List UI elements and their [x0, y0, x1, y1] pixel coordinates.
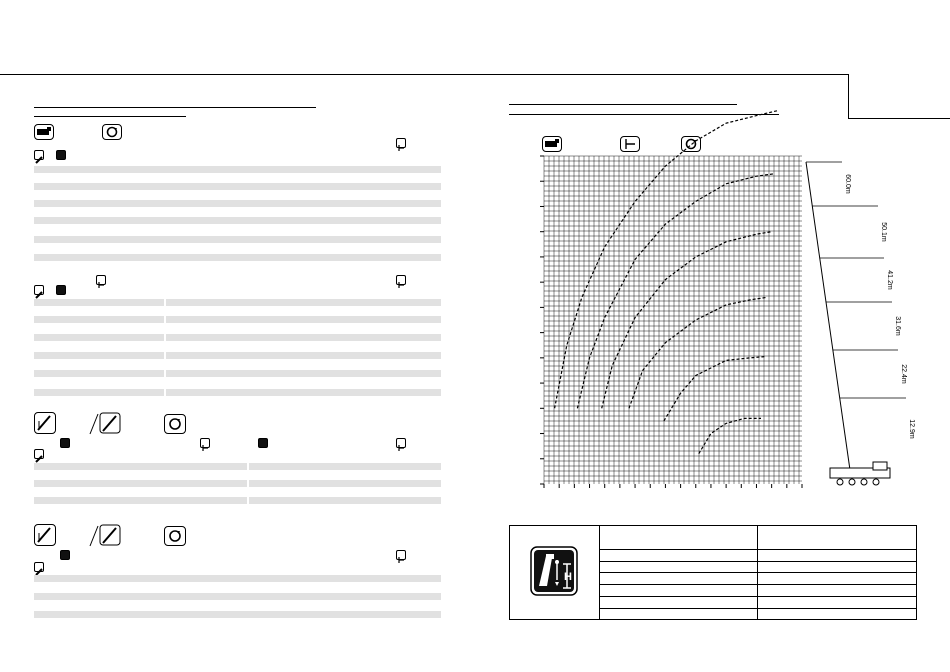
- jib-slash-icon: [88, 524, 124, 553]
- table-row: [34, 236, 441, 243]
- outrigger-icon: [396, 438, 406, 448]
- outrigger-icon: [396, 138, 406, 148]
- table-row: [34, 166, 441, 173]
- rotation-icon: [164, 526, 186, 546]
- load-chart: [530, 150, 915, 490]
- rotation-icon: [164, 414, 186, 434]
- crane-illustration-icon: [830, 462, 890, 485]
- table-row: [34, 480, 441, 487]
- left-heading-rule-2: [34, 116, 186, 117]
- table-row: [34, 352, 441, 359]
- table-row: [34, 575, 441, 582]
- table-row: [34, 200, 441, 207]
- table-row: [34, 370, 441, 377]
- table-row: [34, 254, 441, 261]
- right-heading-rule-2: [509, 114, 779, 115]
- counterweight-icon: [56, 150, 66, 160]
- outrigger-icon: [396, 550, 406, 560]
- boom-icon: [34, 449, 44, 459]
- jib-slash-icon: [88, 412, 124, 441]
- lift-table-row-line: [599, 608, 917, 609]
- counterweight-icon: [60, 550, 70, 560]
- boom-length-label: 22.4m: [900, 364, 907, 384]
- crane-body-icon: [34, 124, 54, 140]
- boom-icon: [34, 285, 44, 295]
- lift-height-icon: [530, 546, 578, 601]
- boom-line: [806, 162, 850, 470]
- page-top-rule: [0, 74, 848, 75]
- boom-length-label: 50.1m: [880, 222, 887, 242]
- lift-table-row-line: [599, 596, 917, 597]
- outrigger-icon: [396, 275, 406, 285]
- chart-grid: [540, 156, 802, 488]
- lift-table-row-line: [599, 584, 917, 585]
- table-row: [34, 316, 441, 323]
- table-row: [34, 334, 441, 341]
- right-heading-rule-1: [509, 104, 737, 105]
- boom-length-label: 31.6m: [894, 316, 901, 336]
- counterweight-icon: [60, 438, 70, 448]
- table-row: [34, 389, 441, 396]
- jib-icon: [34, 412, 56, 434]
- jib-icon: [34, 524, 56, 546]
- table-row: [34, 593, 441, 600]
- table-row: [34, 611, 441, 618]
- lift-table-row-line: [599, 561, 917, 562]
- series-line: [629, 297, 767, 408]
- page-right-tab-border: [848, 74, 849, 118]
- svg-text:H: H: [564, 571, 572, 583]
- table-row: [34, 299, 441, 306]
- boom-length-label: 41.2m: [886, 270, 893, 290]
- outrigger-icon: [96, 275, 106, 285]
- page-right-tab-rule: [848, 118, 950, 119]
- table-row: [34, 497, 441, 504]
- chart-labels: [806, 162, 915, 470]
- boom-icon: [34, 150, 44, 160]
- table-row: [34, 183, 441, 190]
- table-row: [34, 217, 441, 224]
- counterweight-icon: [258, 438, 268, 448]
- rotation-icon: [102, 124, 122, 140]
- chart-series: [555, 111, 778, 454]
- lift-table-row-line: [599, 572, 917, 573]
- table-row: [34, 463, 441, 470]
- left-heading-rule-1: [34, 107, 316, 108]
- series-line: [602, 232, 772, 409]
- boom-length-label: 60.0m: [844, 174, 851, 194]
- outrigger-icon: [200, 438, 210, 448]
- counterweight-icon: [56, 285, 66, 295]
- boom-icon: [34, 562, 44, 572]
- boom-length-label: 12.9m: [908, 419, 915, 439]
- lift-table-row-line: [599, 549, 917, 550]
